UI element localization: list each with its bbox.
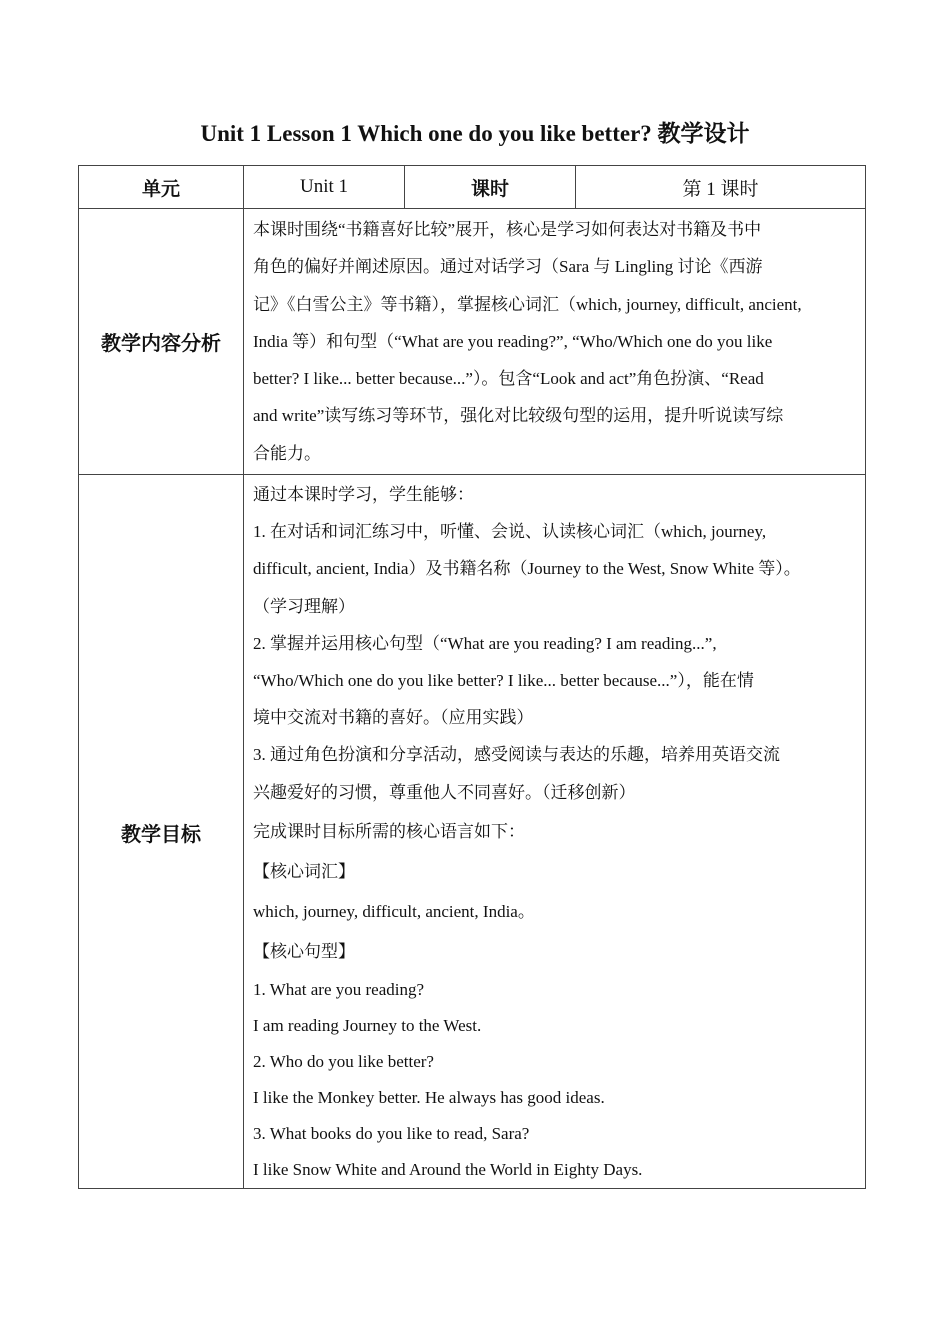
analysis-label: 教学内容分析: [79, 209, 244, 475]
objectives-row: [79, 475, 866, 1189]
objective-line: （学习理解）: [253, 596, 355, 616]
objectives-label: 教学目标: [79, 475, 244, 1189]
sentence-line: I like the Monkey better. He always has good ideas.: [253, 1087, 605, 1107]
objective-line: 完成课时目标所需的核心语言如下：: [253, 821, 525, 841]
objective-line: 2. 掌握并运用核心句型（“What are you reading? I am reading...”,: [253, 633, 717, 653]
period-label-cell: 课时: [405, 166, 576, 209]
header-row: [79, 166, 866, 209]
period-value-cell: 第 1 课时: [576, 166, 866, 209]
objective-line: “Who/Which one do you like better? I like... better because...”），能在情: [253, 671, 754, 691]
objective-line: 1. 在对话和词汇练习中，听懂、会说、认读核心词汇（which, journey,: [253, 522, 767, 542]
analysis-content: [244, 209, 866, 475]
analysis-line: 角色的偏好并阐述原因。通过对话学习（Sara 与 Lingling 讨论《西游: [253, 257, 763, 277]
unit-label-cell: 单元: [79, 166, 244, 209]
analysis-line: 本课时围绕“书籍喜好比较”展开，核心是学习如何表达对书籍及书中: [253, 220, 762, 240]
core-vocabulary-list: which, journey, difficult, ancient, India。: [253, 901, 535, 921]
objective-line: 3. 通过角色扮演和分享活动，感受阅读与表达的乐趣，培养用英语交流: [253, 745, 780, 765]
sentence-line: 2. Who do you like better?: [253, 1051, 434, 1071]
analysis-line: 记》《白雪公主》等书籍），掌握核心词汇（which, journey, difficult, ancient,: [253, 294, 802, 314]
objectives-content: [244, 475, 866, 1189]
sentence-line: I am reading Journey to the West.: [253, 1015, 482, 1035]
sentence-line: 3. What books do you like to read, Sara?: [253, 1123, 530, 1143]
document-title: Unit 1 Lesson 1 Which one do you like better? 教学设计: [200, 121, 750, 146]
sentence-line: 1. What are you reading?: [253, 979, 425, 999]
analysis-line: 合能力。: [253, 443, 321, 463]
objective-line: 兴趣爱好的习惯，尊重他人不同喜好。（迁移创新）: [253, 782, 636, 802]
objective-line: 境中交流对书籍的喜好。（应用实践）: [253, 708, 534, 728]
lesson-plan-table: [78, 165, 866, 1189]
analysis-line: better? I like... better because...”）。包含“Look and act”角色扮演、“Read: [253, 369, 764, 389]
analysis-row: [79, 209, 866, 475]
core-vocabulary-heading: 【核心词汇】: [253, 861, 355, 881]
analysis-line: India 等）和句型（“What are you reading?”, “Who/Which one do you like: [253, 331, 773, 351]
unit-value-cell: Unit 1: [244, 166, 405, 209]
objective-line: difficult, ancient, India）及书籍名称（Journey to the West, Snow White 等）。: [253, 559, 801, 579]
core-sentences-heading: 【核心句型】: [253, 941, 355, 961]
analysis-line: and write”读写练习等环节，强化对比较级句型的运用，提升听说读写综: [253, 406, 784, 426]
sentence-line: I like Snow White and Around the World in Eighty Days.: [253, 1159, 643, 1179]
objective-line: 通过本课时学习，学生能够：: [253, 485, 474, 504]
